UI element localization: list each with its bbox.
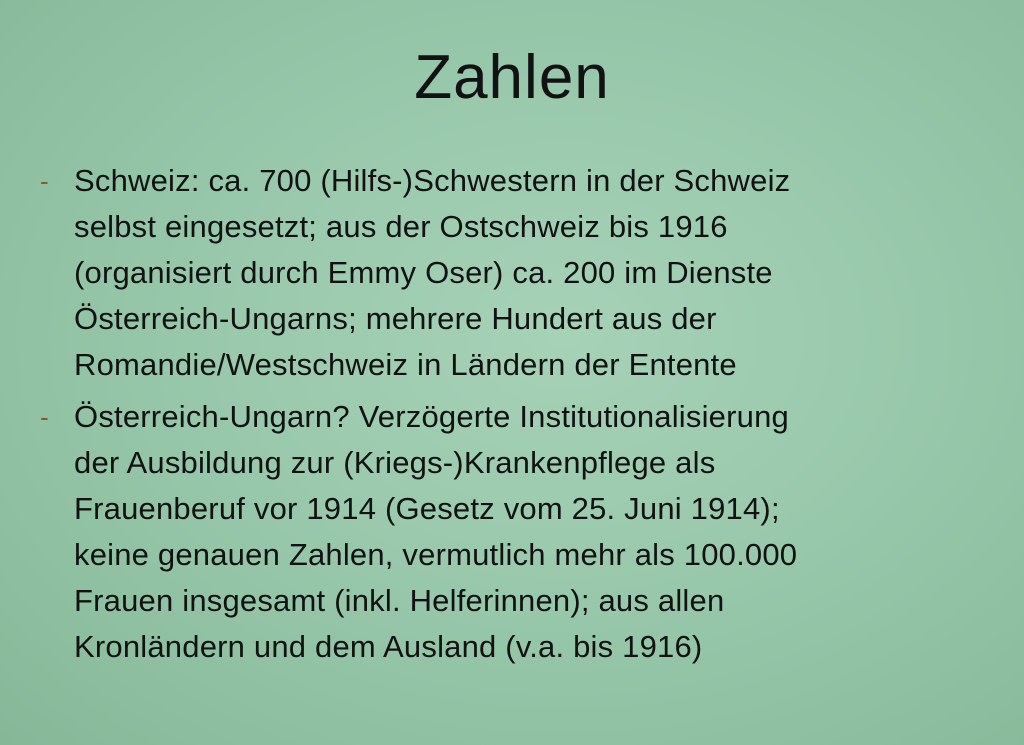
text-line: der Ausbildung zur (Kriegs-)Krankenpflege als (74, 445, 716, 480)
text-line: keine genauen Zahlen, vermutlich mehr als 100.000 (74, 537, 798, 572)
bullet-list (40, 158, 960, 676)
bullet-item-switzerland (40, 158, 960, 388)
text-line: selbst eingesetzt; aus der Ostschweiz bis 1916 (74, 209, 728, 244)
text-line: (organisiert durch Emmy Oser) ca. 200 im Dienste (74, 255, 773, 290)
bullet-dash-icon: - (40, 402, 49, 432)
bullet-text (74, 158, 790, 388)
text-line: Österreich-Ungarn? Verzögerte Institutionalisierung (74, 399, 789, 434)
bullet-item-austria-hungary (40, 394, 960, 670)
text-line: Romandie/Westschweiz in Ländern der Entente (74, 347, 737, 382)
slide-title: Zahlen (414, 43, 610, 112)
text-line: Österreich-Ungarns; mehrere Hundert aus der (74, 301, 717, 336)
text-line: Frauenberuf vor 1914 (Gesetz vom 25. Juni 1914); (74, 491, 780, 526)
bullet-dash-icon: - (40, 166, 49, 196)
bullet-text (74, 394, 797, 670)
text-line: Kronländern und dem Ausland (v.a. bis 1916) (74, 629, 703, 664)
text-line: Frauen insgesamt (inkl. Helferinnen); aus allen (74, 583, 725, 618)
text-line: Schweiz: ca. 700 (Hilfs-)Schwestern in der Schweiz (74, 163, 791, 198)
